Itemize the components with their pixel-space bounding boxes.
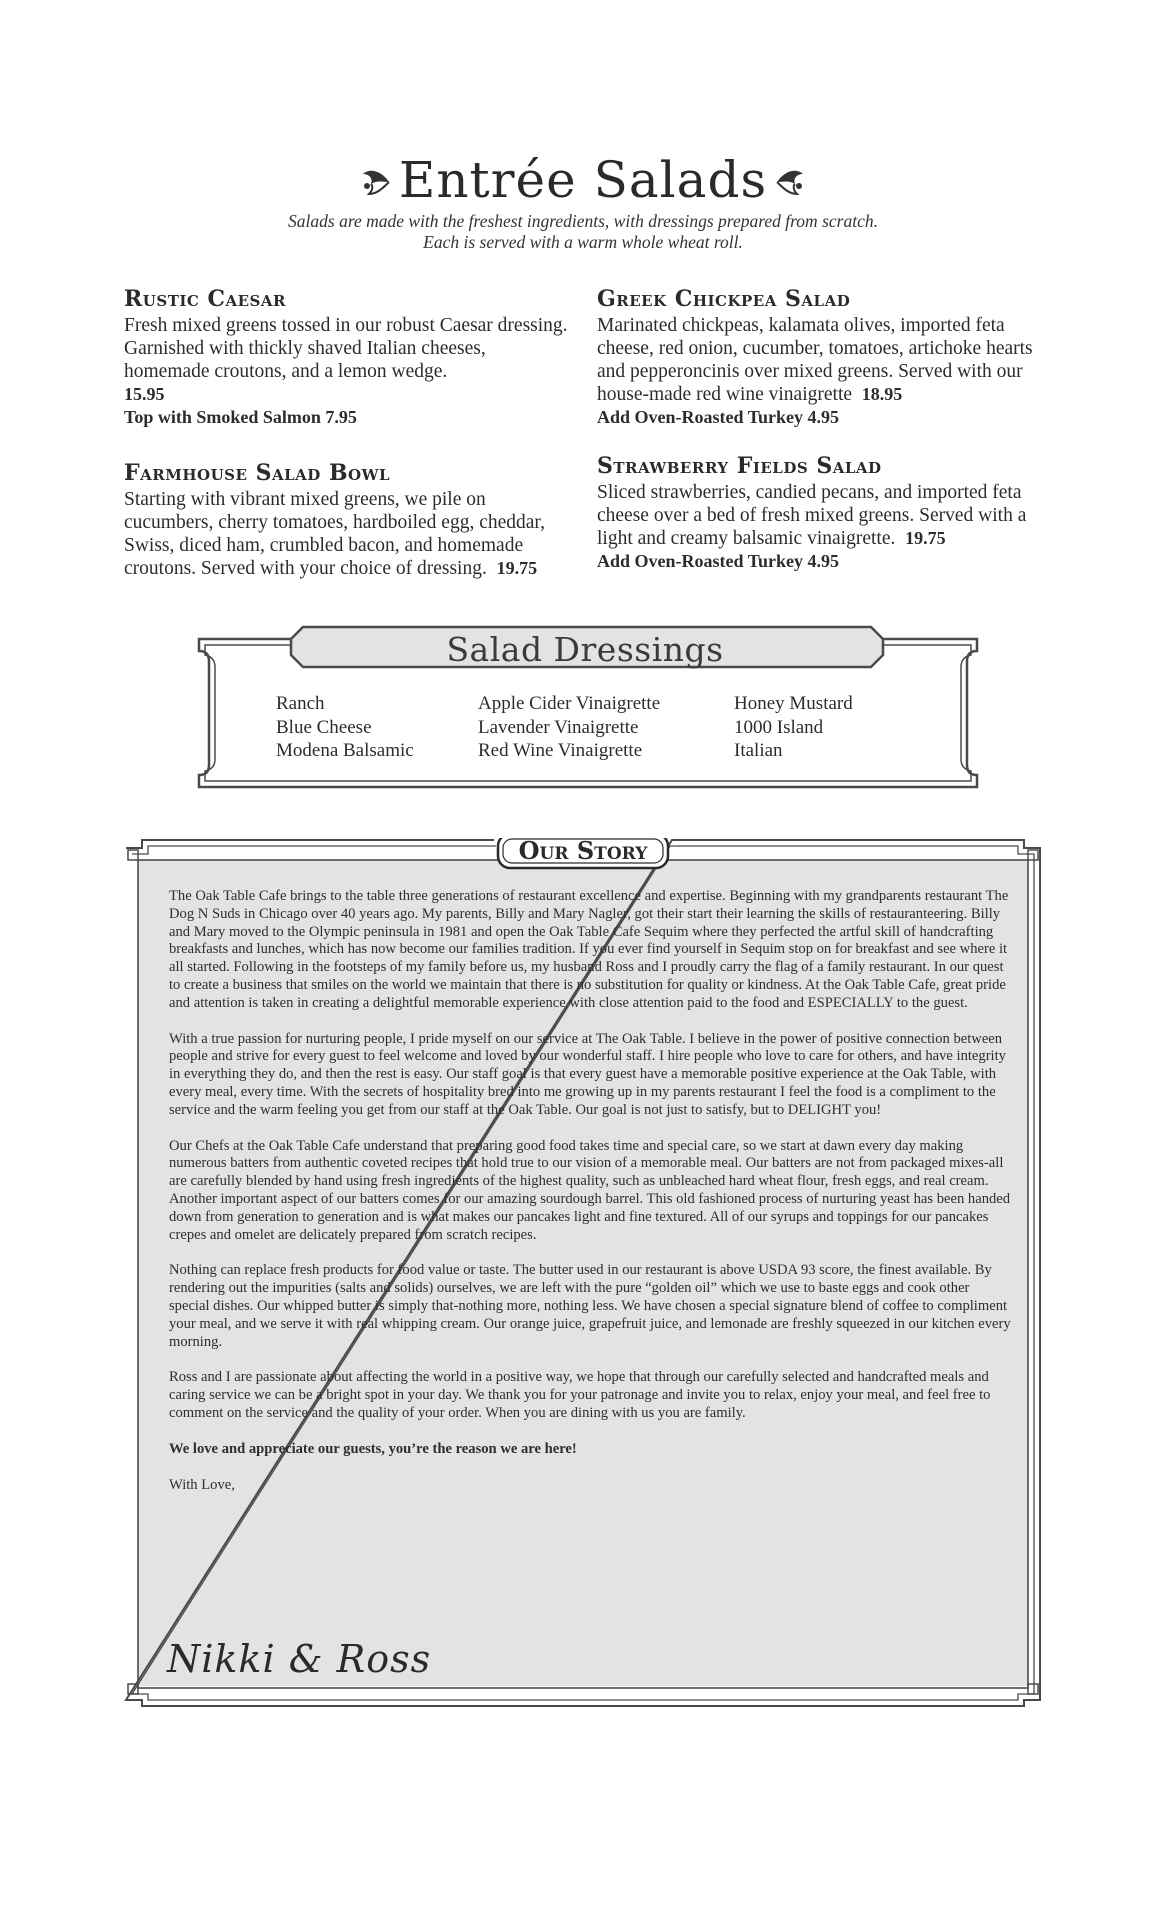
salad-description — [124, 488, 574, 580]
dressing-item: Apple Cider Vinaigrette — [478, 693, 661, 714]
subtitle-line-2: Each is served with a warm whole wheat roll. — [423, 232, 743, 252]
salad-description — [124, 314, 574, 429]
dressing-item: Modena Balsamic — [276, 740, 414, 761]
dressing-item: Blue Cheese — [276, 716, 372, 738]
salad-desc-text: Sliced strawberries, candied pecans, and imported feta cheese over a bed of fresh mixed greens. Served with a light and creamy balsamic vinaigrette. — [597, 482, 1027, 549]
dressing-item: Lavender Vinaigrette — [478, 716, 639, 738]
dressing-item: Ranch — [276, 693, 325, 714]
dressing-item: Honey Mustard — [734, 693, 853, 714]
dressings-column-2 — [478, 692, 660, 763]
salad-price: 15.95 — [124, 384, 165, 404]
story-body — [169, 888, 1011, 1512]
signature: Nikki & Ross — [167, 1637, 432, 1681]
salad-price: 19.75 — [905, 528, 946, 548]
story-closing: We love and appreciate our guests, you’re the reason we are here! — [169, 1440, 577, 1457]
dressings-column-3 — [734, 692, 853, 763]
salad-name: Strawberry Fields Salad — [597, 453, 882, 479]
subtitle-line-1: Salads are made with the freshest ingredients, with dressings prepared from scratch. — [288, 211, 878, 231]
dressing-item: 1000 Island — [734, 716, 824, 738]
salad-greek-chickpea — [597, 286, 1047, 429]
page-title: Entrée Salads — [398, 151, 768, 209]
dressing-item: Red Wine Vinaigrette — [478, 740, 643, 761]
salad-desc-text: Fresh mixed greens tossed in our robust Caesar dressing. Garnished with thickly shaved Italian cheeses, homemade croutons, and a lemon wedge. — [124, 315, 568, 382]
story-paragraph-1: The Oak Table Cafe brings to the table three generations of restaurant excellence and expertise. Beginning with my grandparents restaurant The Dog N Suds in Chicago over 40 years ago. My parents, Billy and Mary Nagler, got their start their learning the skills of restauranteering. Billy and Mary moved to the Olympic peninsula in 1981 and open the Oak Table Cafe Sequim where they perfected the artful skill of handcrafting breakfasts and lunches, which has now become our families tradition. If you ever find yourself in Sequim stop on for breakfast and see where it all started. Following in the footsteps of my family before us, my husband Ross and I proudly carry the flag of a family restaurant. In our quest to create a business that smiles on the world we maintain that there is no substitution for quality or kindness. At the Oak Table Cafe, great pride and attention is taken in creating a delightful memorable experience with close attention paid to the food and ESPECIALLY to the guest. — [169, 888, 1009, 1011]
salad-desc-text: Marinated chickpeas, kalamata olives, imported feta cheese, red onion, cucumber, tomatoes, artichoke hearts and pepperoncinis over mixed greens. Served with our house-made red wine vinaigrette — [597, 315, 1033, 405]
salad-addon: Add Oven-Roasted Turkey 4.95 — [597, 407, 840, 427]
salad-description — [597, 314, 1047, 429]
menu-header — [0, 151, 1166, 253]
dressings-column-1 — [276, 692, 414, 763]
salad-price: 19.75 — [496, 558, 538, 578]
story-paragraph-2: With a true passion for nurturing people, I pride myself on our service at The Oak Table. I believe in the power of positive connection between people and strive for every guest to feel welcome and loved by our wonderful staff. I hire people who love to care for others, and have integrity in everything they do, and then the rest is easy. Our staff goal is that every guest have a memorable positive experience at the Oak Table, with every meal, every time. With the secrets of hospitality bred into me growing up in my parents restaurant I feel the food is a compliment to the service and the warm feeling you get from our staff at the Oak Table. Our goal is not just to satisfy, but to DELIGHT you! — [169, 1030, 1006, 1118]
right-leaf-flourish-icon — [773, 160, 807, 200]
salad-name: Greek Chickpea Salad — [597, 286, 851, 312]
salad-price: 18.95 — [861, 384, 903, 404]
salad-name: Rustic Caesar — [124, 286, 286, 312]
salad-desc-text: Starting with vibrant mixed greens, we pile on cucumbers, cherry tomatoes, hardboiled egg, cheddar, Swiss, diced ham, crumbled bacon, and homemade croutons. Served with your choice of dressing. — [124, 489, 546, 579]
dressing-item: Italian — [734, 740, 783, 761]
salad-addon: Top with Smoked Salmon 7.95 — [124, 407, 357, 427]
title-row — [0, 151, 1166, 209]
salad-farmhouse — [124, 460, 574, 580]
dressings-title: Salad Dressings — [446, 630, 724, 669]
salad-name: Farmhouse Salad Bowl — [124, 460, 391, 486]
story-paragraph-3: Our Chefs at the Oak Table Cafe understand that preparing good food takes time and special care, so we start at dawn every day making numerous batters from authentic coveted recipes that hold true to our vision of a memorable meal. Our batters are not from packaged mixes-all are carefully blended by hand using fresh ingredients of the highest quality, such as unbleached hard wheat flour, fresh eggs, and real cream. Another important aspect of our batters comes for our amazing sourdough barrel. This old fashioned process of nurturing yeast has been handed down from generation to generation and is what makes our pancakes light and fine textured. All of our syrups and toppings for our pancakes crepes and omelet are delicately prepared from scratch recipes. — [169, 1137, 1011, 1243]
story-paragraph-4: Nothing can replace fresh products for food value or taste. The butter used in our restaurant is above USDA 93 score, the finest available. By rendering out the impurities (salts and solids) ourselves, we are left with the pure “golden oil” which we use to baste eggs and cook other special dishes. Our whipped butter is simply that-nothing more, nothing less. We have chosen a special signature blend of coffee to compliment your meal, and we serve it with real whipping cream. Our orange juice, grapefruit juice, and lemonade are freshly squeezed in our kitchen every morning. — [169, 1262, 1011, 1350]
salad-description — [597, 481, 1047, 573]
story-title: Our Story — [518, 836, 648, 865]
salad-addon: Add Oven-Roasted Turkey 4.95 — [597, 551, 840, 571]
story-sign-off: With Love, — [169, 1476, 235, 1493]
story-paragraph-5: Ross and I are passionate about affecting the world in a positive way, we hope that through our carefully selected and handcrafted meals and caring service we can be a bright spot in your day. We thank you for your patronage and invite you to relax, enjoy your meal, and feel free to comment on the service and the quality of your order. When you are dining with us you are family. — [169, 1369, 991, 1421]
salad-rustic-caesar — [124, 286, 574, 429]
left-leaf-flourish-icon — [359, 160, 393, 200]
salad-strawberry-fields — [597, 453, 1047, 573]
